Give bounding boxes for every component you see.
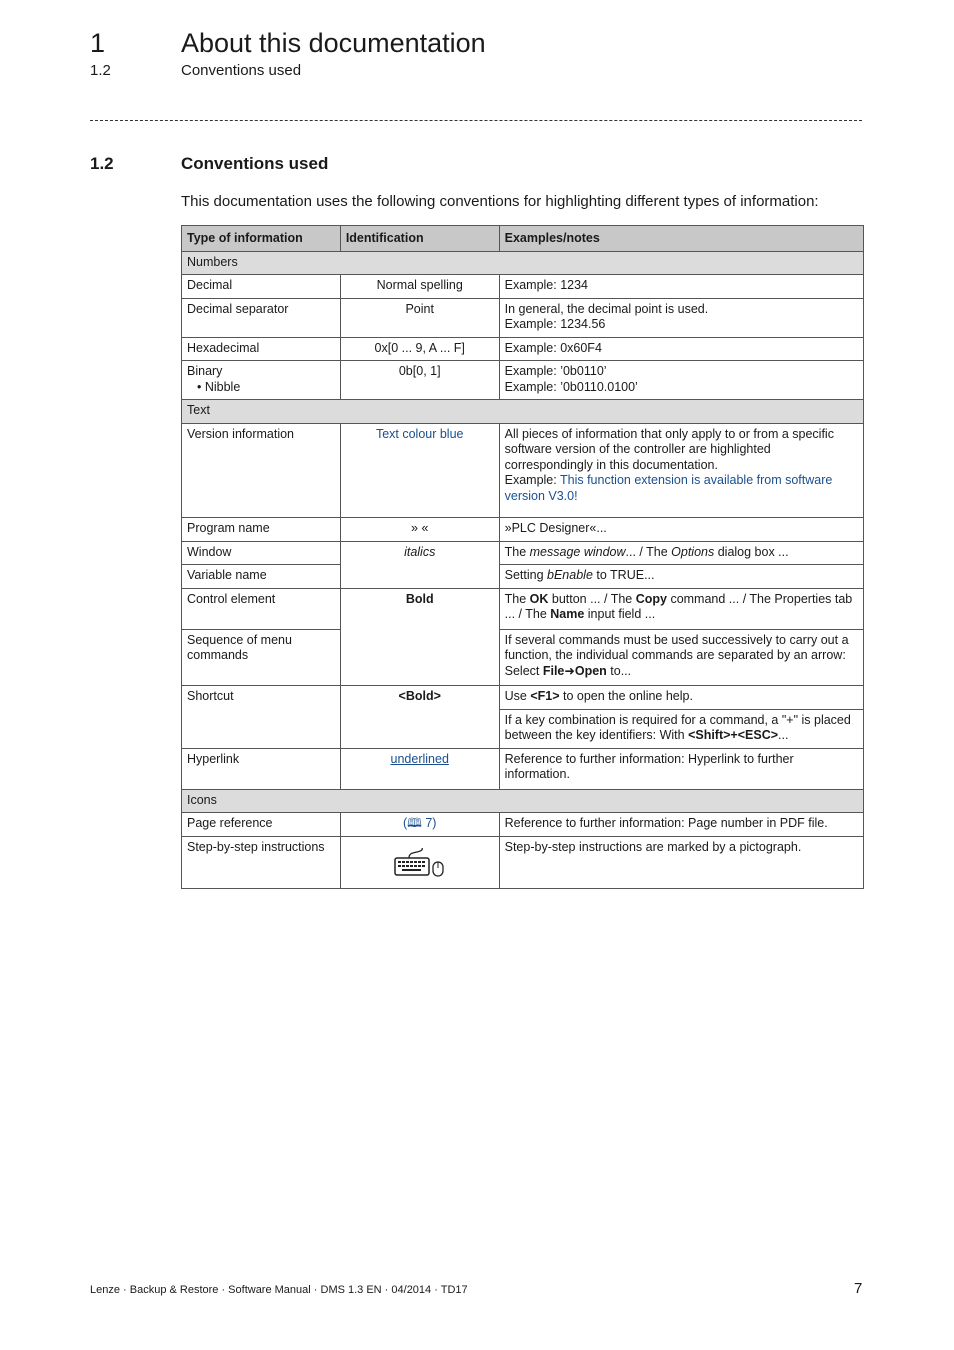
example-cell <box>499 361 863 400</box>
example-cell: Reference to further information: Page number in PDF file. <box>499 813 863 837</box>
group-label: Numbers <box>182 251 864 275</box>
example-cell <box>499 298 863 337</box>
header-section-number: 1.2 <box>90 62 111 79</box>
text-run: Setting <box>504 568 548 582</box>
bold-label: Bold <box>405 591 434 606</box>
example-line: Example: ’0b0110’ <box>504 364 607 378</box>
text-run: If a key combination is required for a command, a "+" is placed between the key identifiers: With <box>504 712 851 742</box>
text-run: to open the online help. <box>559 689 693 703</box>
bold-run: File➜Open <box>542 663 607 678</box>
type-cell: Version information <box>182 423 341 518</box>
table-row <box>182 588 864 629</box>
identification-cell: 0b[0, 1] <box>340 361 499 400</box>
type-sublabel: • Nibble <box>197 379 241 394</box>
example-cell: »PLC Designer«... <box>499 518 863 542</box>
text-run: button ... / The <box>548 591 636 606</box>
table-row <box>182 275 864 299</box>
chapter-number: 1 <box>90 28 106 58</box>
italic-run: message window <box>529 544 626 559</box>
identification-cell: Text colour blue <box>340 423 499 518</box>
example-line: Example: ’0b0110.0100’ <box>504 379 638 394</box>
table-row <box>182 748 864 789</box>
table-row <box>182 518 864 542</box>
keyboard-mouse-icon <box>393 848 447 880</box>
bold-run: <F1> <box>530 689 560 703</box>
table-row <box>182 836 864 889</box>
type-cell: Hyperlink <box>182 748 341 789</box>
example-cell <box>499 709 863 748</box>
identification-cell <box>340 813 499 837</box>
text-run: If several commands must be used successively to carry out a function, the individual commands are separated by an arrow: Select <box>504 632 849 678</box>
text-run: The <box>504 591 530 606</box>
type-cell: Decimal separator <box>182 298 341 337</box>
table-row <box>182 361 864 400</box>
type-label: Binary <box>187 364 223 378</box>
italics-label: italics <box>404 544 436 559</box>
italic-run: Options <box>671 544 715 559</box>
page-number: 7 <box>854 1280 863 1297</box>
example-prefix: Example: <box>504 473 560 487</box>
group-label: Icons <box>182 789 864 813</box>
bold-run: <Shift>+<ESC> <box>688 728 779 742</box>
example-cell <box>499 541 863 565</box>
text-run: ... <box>778 728 789 742</box>
type-cell: Program name <box>182 518 341 542</box>
type-cell: Variable name <box>182 565 341 589</box>
text-run: dialog box ... <box>714 544 789 559</box>
group-row-numbers <box>182 251 864 275</box>
type-cell: Hexadecimal <box>182 337 341 361</box>
example-cell <box>499 629 863 686</box>
footer-text: Lenze · Backup & Restore · Software Manual · DMS 1.3 EN · 04/2014 · TD17 <box>90 1284 468 1296</box>
type-cell: Page reference <box>182 813 341 837</box>
table-header-row <box>182 226 864 252</box>
header-examples: Examples/notes <box>499 226 863 252</box>
example-cell: Reference to further information: Hyperlink to further information. <box>499 748 863 789</box>
example-cell: Example: 0x60F4 <box>499 337 863 361</box>
identification-cell: 0x[0 ... 9, A ... F] <box>340 337 499 361</box>
table-row <box>182 541 864 565</box>
identification-cell <box>340 588 499 686</box>
example-cell: Example: 1234 <box>499 275 863 299</box>
identification-cell <box>340 686 499 749</box>
intro-paragraph: This documentation uses the following conventions for highlighting different types of information: <box>181 193 819 210</box>
example-cell <box>499 423 863 518</box>
header-divider <box>90 120 862 121</box>
identification-cell: Normal spelling <box>340 275 499 299</box>
identification-cell: » « <box>340 518 499 542</box>
table-row <box>182 298 864 337</box>
type-cell <box>182 361 341 400</box>
identification-cell: Point <box>340 298 499 337</box>
example-description: All pieces of information that only apply to or from a specific software version of the controller are highlighted correspondingly in this documentation. <box>504 426 834 472</box>
text-run: to... <box>606 663 632 678</box>
example-cell: Step-by-step instructions are marked by a pictograph. <box>499 836 863 889</box>
text-run: command ... / The Properties tab ... / The <box>504 591 853 621</box>
bold-run: Copy <box>635 591 667 606</box>
header-type: Type of information <box>182 226 341 252</box>
conventions-table <box>181 225 864 889</box>
example-line: In general, the decimal point is used. <box>504 301 709 316</box>
example-cell <box>499 588 863 629</box>
header-identification: Identification <box>340 226 499 252</box>
type-cell: Step-by-step instructions <box>182 836 341 889</box>
text-run: Use <box>504 689 531 703</box>
type-cell: Decimal <box>182 275 341 299</box>
type-cell: Sequence of menu commands <box>182 629 341 686</box>
type-cell: Control element <box>182 588 341 629</box>
section-title: Conventions used <box>181 154 329 173</box>
type-cell: Shortcut <box>182 686 341 749</box>
table-row <box>182 813 864 837</box>
bold-label: <Bold> <box>398 689 441 703</box>
identification-cell <box>340 836 499 889</box>
table-row <box>182 565 864 589</box>
text-run: input field ... <box>584 607 656 621</box>
example-line <box>505 473 858 504</box>
page-reference-link[interactable]: (🕮 7) <box>402 816 437 830</box>
example-cell <box>499 565 863 589</box>
header-section-title: Conventions used <box>181 62 302 79</box>
section-number: 1.2 <box>90 154 114 173</box>
example-cell <box>499 686 863 710</box>
text-run: The <box>504 544 530 559</box>
text-run: ... / The <box>625 544 672 559</box>
identification-cell <box>340 748 499 789</box>
table-row <box>182 337 864 361</box>
bold-run: Name <box>550 607 585 621</box>
italic-run: bEnable <box>547 568 593 582</box>
example-line: Example: 1234.56 <box>504 317 606 331</box>
table-row <box>182 629 864 686</box>
table-row <box>182 686 864 710</box>
text-run: to TRUE... <box>592 568 655 582</box>
identification-cell <box>340 541 499 588</box>
table-row <box>182 423 864 518</box>
group-row-text <box>182 400 864 424</box>
chapter-title: About this documentation <box>181 28 486 58</box>
bold-run: OK <box>529 591 549 606</box>
group-row-icons <box>182 789 864 813</box>
version-highlight-text: This function extension is available from software version V3.0! <box>504 473 833 503</box>
group-label: Text <box>182 400 864 424</box>
type-cell: Window <box>182 541 341 565</box>
hyperlink-example[interactable]: underlined <box>390 751 449 766</box>
